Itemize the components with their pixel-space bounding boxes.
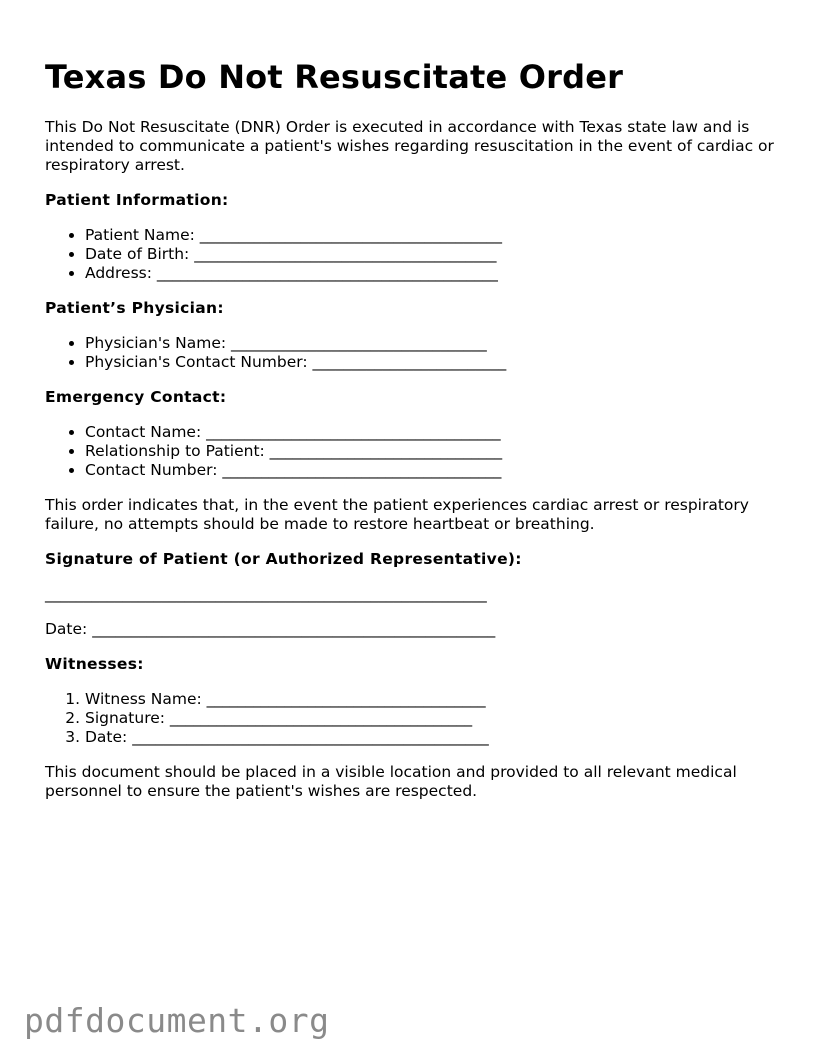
witness-date-field: 3. Date: ______________________________________________ [85, 728, 785, 747]
signature-date-line: Date: ____________________________________________________ [45, 620, 496, 638]
physician-heading: Patient’s Physician: [45, 299, 224, 317]
date-of-birth-field: • Date of Birth: _______________________________________ [85, 245, 785, 264]
physician-contact-field: • Physician's Contact Number: _________________________ [85, 353, 785, 372]
witness-name-field: 1. Witness Name: ____________________________________ [85, 690, 785, 709]
contact-number-field: • Contact Number: ____________________________________ [85, 461, 785, 480]
contact-name-field: • Contact Name: ______________________________________ [85, 423, 785, 442]
relationship-field: • Relationship to Patient: ______________________________ [85, 442, 785, 461]
patient-info-list [45, 226, 785, 283]
physician-list [45, 334, 785, 372]
signature-line: _________________________________________________________ [45, 585, 487, 603]
intro-paragraph: This Do Not Resuscitate (DNR) Order is executed in accordance with Texas state law and is intended to communicate a patient's wishes regarding resuscitation in the event of cardiac or respiratory arrest. [45, 118, 774, 174]
physician-name-field: • Physician's Name: _________________________________ [85, 334, 785, 353]
emergency-contact-heading: Emergency Contact: [45, 388, 227, 406]
document-page [45, 56, 785, 801]
witness-signature-field: 2. Signature: _______________________________________ [85, 709, 785, 728]
watermark-logo: pdfdocument.org [24, 1001, 330, 1040]
witnesses-heading: Witnesses: [45, 655, 144, 673]
order-statement: This order indicates that, in the event the patient experiences cardiac arrest or respiratory failure, no attempts should be made to restore heartbeat or breathing. [45, 496, 749, 533]
signature-heading: Signature of Patient (or Authorized Representative): [45, 550, 522, 568]
emergency-contact-list [45, 423, 785, 480]
closing-paragraph: This document should be placed in a visible location and provided to all relevant medical personnel to ensure the patient's wishes are respected. [45, 763, 737, 800]
address-field: • Address: ____________________________________________ [85, 264, 785, 283]
patient-info-heading: Patient Information: [45, 191, 229, 209]
witnesses-list [45, 690, 785, 747]
document-title: Texas Do Not Resuscitate Order [45, 58, 624, 96]
patient-name-field: • Patient Name: _______________________________________ [85, 226, 785, 245]
